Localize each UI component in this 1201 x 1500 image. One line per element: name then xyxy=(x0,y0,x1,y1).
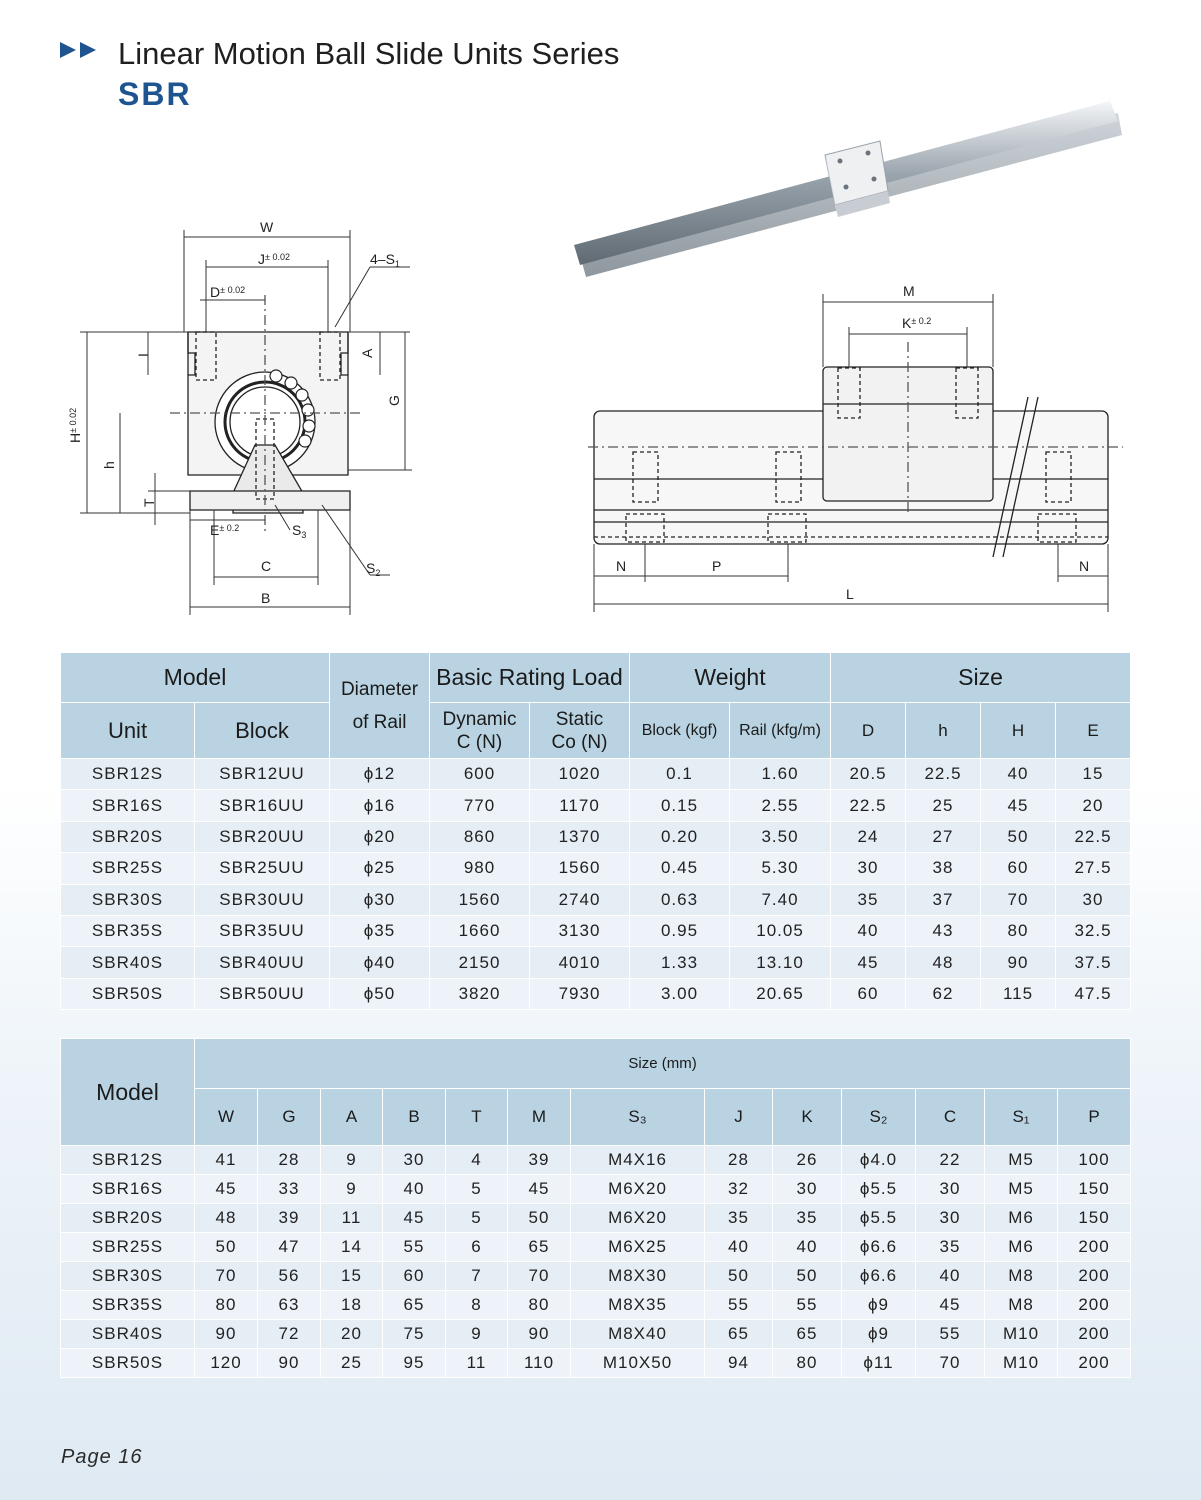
size-e-header: E xyxy=(1056,703,1131,759)
size-h-cell: 62 xyxy=(906,978,981,1009)
dimension-cell: 6 xyxy=(446,1233,508,1262)
dimension-cell: 70 xyxy=(508,1262,571,1291)
size-big-h-cell: 70 xyxy=(981,884,1056,915)
block-cell: SBR30UU xyxy=(195,884,330,915)
table-row xyxy=(61,1233,1131,1262)
dimension-cell: 70 xyxy=(916,1349,985,1378)
table-row xyxy=(61,821,1131,852)
size-e-cell: 37.5 xyxy=(1056,947,1131,978)
dim-n-right-label: N xyxy=(1079,558,1090,574)
dimension-cell: 9 xyxy=(321,1175,383,1204)
rating-load-table xyxy=(60,652,1131,1010)
table-row xyxy=(61,853,1131,884)
model-cell: SBR35S xyxy=(61,1291,195,1320)
dim-t-label: T xyxy=(141,498,157,507)
diameter-header: Diameter of Rail xyxy=(330,653,430,759)
size-h-cell: 43 xyxy=(906,915,981,946)
table-row xyxy=(61,947,1131,978)
dim-d-label: $D^{\pm 0.02}$ xyxy=(210,284,246,300)
dimension-cell: 40 xyxy=(383,1175,446,1204)
table-row xyxy=(61,884,1131,915)
dimension-cell: 5 xyxy=(446,1204,508,1233)
block-cell: SBR40UU xyxy=(195,947,330,978)
dimension-cell: 70 xyxy=(195,1262,258,1291)
page-title: Linear Motion Ball Slide Units Series xyxy=(118,36,620,71)
dimension-cell: 39 xyxy=(258,1204,321,1233)
dimension-column-header: J xyxy=(705,1089,773,1146)
dimension-cell: 28 xyxy=(705,1146,773,1175)
size-d-cell: 24 xyxy=(831,821,906,852)
dimension-column-header: W xyxy=(195,1089,258,1146)
dimension-cell: 5 xyxy=(446,1175,508,1204)
page-number: Page 16 xyxy=(61,1446,143,1468)
size-e-cell: 30 xyxy=(1056,884,1131,915)
dimension-cell: M10X50 xyxy=(571,1349,705,1378)
unit-cell: SBR40S xyxy=(61,947,195,978)
size-h-cell: 25 xyxy=(906,790,981,821)
block-weight-cell: 1.33 xyxy=(630,947,730,978)
dimension-column-header: S₂ xyxy=(842,1089,916,1146)
block-weight-header: Block (kgf) xyxy=(630,703,730,759)
dimension-cell: 41 xyxy=(195,1146,258,1175)
dimension-cell: 60 xyxy=(383,1262,446,1291)
model-cell: SBR12S xyxy=(61,1146,195,1175)
rail-weight-cell: 13.10 xyxy=(730,947,831,978)
dimension-cell: 110 xyxy=(508,1349,571,1378)
dimension-cell: 20 xyxy=(321,1320,383,1349)
size-header: Size xyxy=(831,653,1131,703)
dynamic-cell: 1560 xyxy=(430,884,530,915)
static-cell: 1020 xyxy=(530,759,630,790)
rail-weight-cell: 20.65 xyxy=(730,978,831,1009)
dimension-cell: 80 xyxy=(508,1291,571,1320)
dimension-column-header: P xyxy=(1058,1089,1131,1146)
dimension-cell: 65 xyxy=(773,1320,842,1349)
dimension-cell: 35 xyxy=(705,1204,773,1233)
block-cell: SBR12UU xyxy=(195,759,330,790)
block-cell: SBR35UU xyxy=(195,915,330,946)
weight-header: Weight xyxy=(630,653,831,703)
static-cell: 7930 xyxy=(530,978,630,1009)
dimension-cell: 90 xyxy=(258,1349,321,1378)
unit-cell: SBR50S xyxy=(61,978,195,1009)
dimension-cell: ϕ4.0 xyxy=(842,1146,916,1175)
dimension-cell: 55 xyxy=(916,1320,985,1349)
rail-weight-cell: 1.60 xyxy=(730,759,831,790)
dimension-cell: 150 xyxy=(1058,1204,1131,1233)
dimension-cell: 7 xyxy=(446,1262,508,1291)
rail-weight-cell: 7.40 xyxy=(730,884,831,915)
dim-w-label: W xyxy=(260,219,274,235)
dimension-cell: 50 xyxy=(773,1262,842,1291)
static-header: Static Co (N) xyxy=(530,703,630,759)
rail-weight-cell: 5.30 xyxy=(730,853,831,884)
model-cell: SBR30S xyxy=(61,1262,195,1291)
side-view-drawing xyxy=(588,282,1128,612)
table-row xyxy=(61,1291,1131,1320)
dimension-cell: M6X25 xyxy=(571,1233,705,1262)
diameter-cell: ϕ16 xyxy=(330,790,430,821)
dimension-cell: 11 xyxy=(446,1349,508,1378)
table-row xyxy=(61,915,1131,946)
block-cell: SBR50UU xyxy=(195,978,330,1009)
dimension-cell: 4 xyxy=(446,1146,508,1175)
model-cell: SBR25S xyxy=(61,1233,195,1262)
static-cell: 1170 xyxy=(530,790,630,821)
dimension-cell: M6 xyxy=(985,1233,1058,1262)
dynamic-cell: 2150 xyxy=(430,947,530,978)
dimension-cell: M6X20 xyxy=(571,1204,705,1233)
dimension-cell: ϕ6.6 xyxy=(842,1233,916,1262)
dim-small-h-label: h xyxy=(101,461,117,469)
dim-k-label: $K^{\pm 0.2}$ xyxy=(902,315,932,331)
dimension-cell: 72 xyxy=(258,1320,321,1349)
size-big-h-cell: 60 xyxy=(981,853,1056,884)
dim-s3-label: $S_3$ xyxy=(292,522,307,540)
dimension-cell: 48 xyxy=(195,1204,258,1233)
unit-cell: SBR25S xyxy=(61,853,195,884)
dimension-cell: M8X40 xyxy=(571,1320,705,1349)
size-h-header: h xyxy=(906,703,981,759)
dimension-column-header: T xyxy=(446,1089,508,1146)
block-weight-cell: 0.15 xyxy=(630,790,730,821)
dimension-cell: 25 xyxy=(321,1349,383,1378)
dimension-cell: 200 xyxy=(1058,1349,1131,1378)
dimension-cell: M6 xyxy=(985,1204,1058,1233)
dim-b-label: B xyxy=(261,590,271,606)
dimension-cell: 120 xyxy=(195,1349,258,1378)
table-row xyxy=(61,1349,1131,1378)
diameter-cell: ϕ40 xyxy=(330,947,430,978)
dimension-cell: 47 xyxy=(258,1233,321,1262)
size-e-cell: 27.5 xyxy=(1056,853,1131,884)
dimension-cell: 45 xyxy=(383,1204,446,1233)
dim-s1-label: $4-S_1$ xyxy=(370,251,400,269)
dimension-cell: 50 xyxy=(705,1262,773,1291)
dim-i-label: I xyxy=(135,353,151,357)
rail-weight-cell: 10.05 xyxy=(730,915,831,946)
dimension-cell: 65 xyxy=(383,1291,446,1320)
unit-cell: SBR16S xyxy=(61,790,195,821)
size-e-cell: 32.5 xyxy=(1056,915,1131,946)
size-h-cell: 27 xyxy=(906,821,981,852)
rail-weight-cell: 3.50 xyxy=(730,821,831,852)
size-big-h-cell: 40 xyxy=(981,759,1056,790)
dynamic-cell: 600 xyxy=(430,759,530,790)
dim-g-label: G xyxy=(386,395,402,406)
dimension-cell: M5 xyxy=(985,1146,1058,1175)
dimension-cell: 45 xyxy=(195,1175,258,1204)
unit-cell: SBR30S xyxy=(61,884,195,915)
dimension-cell: 40 xyxy=(916,1262,985,1291)
dynamic-cell: 980 xyxy=(430,853,530,884)
block-weight-cell: 0.20 xyxy=(630,821,730,852)
dimension-cell: 63 xyxy=(258,1291,321,1320)
dimension-cell: ϕ6.6 xyxy=(842,1262,916,1291)
size-h-cell: 38 xyxy=(906,853,981,884)
dimension-cell: 45 xyxy=(916,1291,985,1320)
dimension-cell: M10 xyxy=(985,1349,1058,1378)
product-image xyxy=(570,95,1130,285)
dimension-cell: 33 xyxy=(258,1175,321,1204)
static-cell: 3130 xyxy=(530,915,630,946)
model-cell: SBR16S xyxy=(61,1175,195,1204)
diameter-cell: ϕ50 xyxy=(330,978,430,1009)
size-big-h-header: H xyxy=(981,703,1056,759)
dimension-cell: 18 xyxy=(321,1291,383,1320)
dimension-cell: 65 xyxy=(508,1233,571,1262)
dimension-cell: M10 xyxy=(985,1320,1058,1349)
size-e-cell: 15 xyxy=(1056,759,1131,790)
size-mm-header: Size (mm) xyxy=(195,1039,1131,1089)
dimension-cell: M8 xyxy=(985,1291,1058,1320)
dim-l-label: L xyxy=(846,586,854,602)
dimension-cell: ϕ11 xyxy=(842,1349,916,1378)
dimension-cell: M8 xyxy=(985,1262,1058,1291)
dim-c-label: C xyxy=(261,558,272,574)
rating-load-header: Basic Rating Load xyxy=(430,653,630,703)
rail-weight-cell: 2.55 xyxy=(730,790,831,821)
block-weight-cell: 0.45 xyxy=(630,853,730,884)
front-view-drawing xyxy=(60,215,430,615)
dim-h-label: $H^{\pm 0.02}$ xyxy=(67,407,83,443)
dimension-cell: M4X16 xyxy=(571,1146,705,1175)
diameter-cell: ϕ30 xyxy=(330,884,430,915)
dimension-cell: 55 xyxy=(705,1291,773,1320)
block-weight-cell: 3.00 xyxy=(630,978,730,1009)
dynamic-cell: 770 xyxy=(430,790,530,821)
dynamic-cell: 3820 xyxy=(430,978,530,1009)
size-big-h-cell: 90 xyxy=(981,947,1056,978)
table-row xyxy=(61,1262,1131,1291)
model-cell: SBR40S xyxy=(61,1320,195,1349)
dimension-cell: M8X35 xyxy=(571,1291,705,1320)
dimension-column-header: B xyxy=(383,1089,446,1146)
dimension-column-header: S₃ xyxy=(571,1089,705,1146)
table-row xyxy=(61,1204,1131,1233)
dimension-cell: M6X20 xyxy=(571,1175,705,1204)
dimension-cell: 200 xyxy=(1058,1320,1131,1349)
dimension-cell: 8 xyxy=(446,1291,508,1320)
block-cell: SBR20UU xyxy=(195,821,330,852)
table-row xyxy=(61,978,1131,1009)
size-big-h-cell: 50 xyxy=(981,821,1056,852)
dimension-cell: 28 xyxy=(258,1146,321,1175)
dimension-cell: 55 xyxy=(773,1291,842,1320)
dimension-cell: 30 xyxy=(916,1175,985,1204)
dimension-cell: 30 xyxy=(383,1146,446,1175)
dimension-cell: 55 xyxy=(383,1233,446,1262)
table-row xyxy=(61,1320,1131,1349)
dim-p-label: P xyxy=(712,558,722,574)
dimension-cell: ϕ5.5 xyxy=(842,1204,916,1233)
unit-cell: SBR20S xyxy=(61,821,195,852)
dimension-cell: 32 xyxy=(705,1175,773,1204)
model-cell: SBR50S xyxy=(61,1349,195,1378)
dynamic-cell: 860 xyxy=(430,821,530,852)
size-big-h-cell: 45 xyxy=(981,790,1056,821)
table-row xyxy=(61,1146,1131,1175)
dimension-cell: 40 xyxy=(705,1233,773,1262)
size-d-cell: 35 xyxy=(831,884,906,915)
dim-m-label: M xyxy=(903,283,915,299)
block-cell: SBR16UU xyxy=(195,790,330,821)
unit-header: Unit xyxy=(61,703,195,759)
dimension-cell: ϕ5.5 xyxy=(842,1175,916,1204)
static-cell: 4010 xyxy=(530,947,630,978)
size-h-cell: 22.5 xyxy=(906,759,981,790)
dimension-cell: 15 xyxy=(321,1262,383,1291)
model-header: Model xyxy=(61,1039,195,1146)
dimension-cell: 35 xyxy=(916,1233,985,1262)
dimension-cell: 50 xyxy=(508,1204,571,1233)
dimension-cell: 40 xyxy=(773,1233,842,1262)
dimension-cell: 94 xyxy=(705,1349,773,1378)
dimension-cell: 50 xyxy=(195,1233,258,1262)
dimension-cell: 65 xyxy=(705,1320,773,1349)
dimension-cell: 39 xyxy=(508,1146,571,1175)
dimension-cell: ϕ9 xyxy=(842,1320,916,1349)
size-d-cell: 20.5 xyxy=(831,759,906,790)
diameter-cell: ϕ35 xyxy=(330,915,430,946)
size-d-cell: 60 xyxy=(831,978,906,1009)
dimension-cell: 26 xyxy=(773,1146,842,1175)
dimension-cell: 9 xyxy=(446,1320,508,1349)
dimension-cell: 80 xyxy=(195,1291,258,1320)
dimension-table xyxy=(60,1038,1131,1378)
dimension-cell: 200 xyxy=(1058,1233,1131,1262)
size-d-cell: 22.5 xyxy=(831,790,906,821)
dimension-cell: 30 xyxy=(773,1175,842,1204)
dimension-cell: 11 xyxy=(321,1204,383,1233)
size-h-cell: 37 xyxy=(906,884,981,915)
dimension-column-header: K xyxy=(773,1089,842,1146)
dimension-cell: 75 xyxy=(383,1320,446,1349)
dynamic-header: Dynamic C (N) xyxy=(430,703,530,759)
series-name: SBR xyxy=(118,76,192,112)
dimension-cell: 95 xyxy=(383,1349,446,1378)
dimension-cell: 22 xyxy=(916,1146,985,1175)
dim-n-left-label: N xyxy=(616,558,627,574)
double-arrow-icon xyxy=(60,40,102,62)
dimension-cell: 30 xyxy=(916,1204,985,1233)
dimension-cell: 100 xyxy=(1058,1146,1131,1175)
size-big-h-cell: 115 xyxy=(981,978,1056,1009)
dimension-cell: 9 xyxy=(321,1146,383,1175)
dimension-cell: 56 xyxy=(258,1262,321,1291)
dimension-cell: M8X30 xyxy=(571,1262,705,1291)
static-cell: 1560 xyxy=(530,853,630,884)
dim-j-label: $J^{\pm 0.02}$ xyxy=(258,251,290,267)
static-cell: 2740 xyxy=(530,884,630,915)
dimension-cell: 35 xyxy=(773,1204,842,1233)
dimension-cell: ϕ9 xyxy=(842,1291,916,1320)
dimension-cell: 200 xyxy=(1058,1262,1131,1291)
size-e-cell: 47.5 xyxy=(1056,978,1131,1009)
dimension-cell: 150 xyxy=(1058,1175,1131,1204)
table-row xyxy=(61,790,1131,821)
dimension-cell: 45 xyxy=(508,1175,571,1204)
dim-a-label: A xyxy=(359,348,375,358)
model-header: Model xyxy=(61,653,330,703)
dimension-column-header: G xyxy=(258,1089,321,1146)
dimension-column-header: C xyxy=(916,1089,985,1146)
dimension-column-header: S₁ xyxy=(985,1089,1058,1146)
dimension-cell: M5 xyxy=(985,1175,1058,1204)
block-weight-cell: 0.95 xyxy=(630,915,730,946)
size-big-h-cell: 80 xyxy=(981,915,1056,946)
dimension-cell: 14 xyxy=(321,1233,383,1262)
dim-e-label: $E^{\pm 0.2}$ xyxy=(210,522,240,538)
block-header: Block xyxy=(195,703,330,759)
block-weight-cell: 0.63 xyxy=(630,884,730,915)
size-d-cell: 40 xyxy=(831,915,906,946)
diameter-cell: ϕ12 xyxy=(330,759,430,790)
dim-s2-label: $S_2$ xyxy=(366,560,381,578)
static-cell: 1370 xyxy=(530,821,630,852)
unit-cell: SBR12S xyxy=(61,759,195,790)
table-row xyxy=(61,1175,1131,1204)
model-cell: SBR20S xyxy=(61,1204,195,1233)
size-h-cell: 48 xyxy=(906,947,981,978)
diameter-cell: ϕ25 xyxy=(330,853,430,884)
size-d-cell: 30 xyxy=(831,853,906,884)
block-cell: SBR25UU xyxy=(195,853,330,884)
dimension-cell: 80 xyxy=(773,1349,842,1378)
diameter-cell: ϕ20 xyxy=(330,821,430,852)
size-e-cell: 22.5 xyxy=(1056,821,1131,852)
size-d-cell: 45 xyxy=(831,947,906,978)
dynamic-cell: 1660 xyxy=(430,915,530,946)
dimension-cell: 90 xyxy=(508,1320,571,1349)
rail-weight-header: Rail (kfg/m) xyxy=(730,703,831,759)
dimension-column-header: A xyxy=(321,1089,383,1146)
dimension-cell: 90 xyxy=(195,1320,258,1349)
table-row xyxy=(61,759,1131,790)
block-weight-cell: 0.1 xyxy=(630,759,730,790)
dimension-column-header: M xyxy=(508,1089,571,1146)
dimension-cell: 200 xyxy=(1058,1291,1131,1320)
size-e-cell: 20 xyxy=(1056,790,1131,821)
unit-cell: SBR35S xyxy=(61,915,195,946)
size-d-header: D xyxy=(831,703,906,759)
